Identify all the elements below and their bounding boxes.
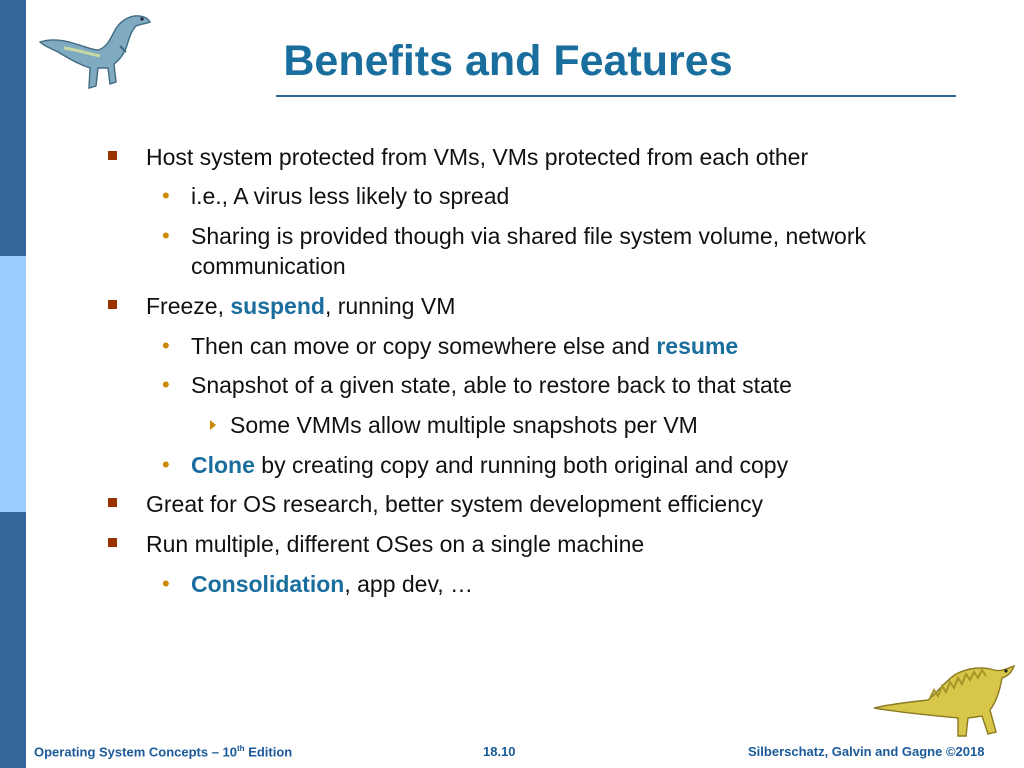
bullet-item (146, 291, 455, 321)
sub-bullet-item (162, 331, 961, 361)
bullet-text: Run multiple, different OSes on a single machine (146, 531, 645, 557)
bullet-text: , running VM (324, 293, 456, 319)
triangle-bullet-icon (210, 420, 216, 430)
sub-sub-bullet-item (230, 410, 698, 440)
dot-bullet-icon: • (162, 452, 170, 477)
footer-book-title-text: Operating System Concepts – 10 (34, 744, 238, 760)
dot-bullet-icon: • (162, 223, 170, 248)
highlight-term: Clone (191, 452, 255, 478)
square-bullet-icon (108, 151, 117, 160)
highlight-term: Consolidation (191, 571, 345, 597)
sub-bullet-item (162, 221, 961, 281)
footer-authors: Silberschatz, Galvin and Gagne ©2018 (748, 744, 985, 759)
sub-bullet-item (162, 569, 961, 599)
square-bullet-icon (108, 300, 117, 309)
footer-edition-sup: th (237, 744, 245, 753)
bullet-text: Sharing is provided though via shared file system volume, network communication (191, 223, 867, 279)
sub-bullet-item (162, 181, 961, 211)
slide-title: Benefits and Features (283, 37, 733, 85)
dot-bullet-icon: • (162, 571, 170, 596)
bullet-text: Host system protected from VMs, VMs protected from each other (146, 144, 809, 170)
sub-bullet-item (162, 370, 961, 400)
dot-bullet-icon: • (162, 183, 170, 208)
bullet-item (146, 529, 644, 559)
footer-book-title (34, 744, 292, 759)
sub-bullet-item (162, 450, 961, 480)
bullet-item (146, 489, 763, 519)
slide-number: 18.10 (483, 744, 516, 759)
bullet-text: Snapshot of a given state, able to restore back to that state (191, 372, 792, 398)
bullet-text: Then can move or copy somewhere else and (191, 333, 657, 359)
bullet-text: Great for OS research, better system development efficiency (146, 491, 764, 517)
dot-bullet-icon: • (162, 372, 170, 397)
bullet-text: Some VMMs allow multiple snapshots per VM (230, 412, 698, 438)
footer-edition-text: Edition (244, 744, 293, 760)
square-bullet-icon (108, 538, 117, 547)
square-bullet-icon (108, 498, 117, 507)
highlight-term: suspend (230, 293, 325, 319)
bullet-text: i.e., A virus less likely to spread (191, 183, 510, 209)
bullet-item (146, 142, 808, 172)
bullet-text: , app dev, … (344, 571, 474, 597)
bullet-text: Freeze, (146, 293, 231, 319)
bullet-text: by creating copy and running both original and copy (254, 452, 789, 478)
highlight-term: resume (656, 333, 739, 359)
dot-bullet-icon: • (162, 333, 170, 358)
